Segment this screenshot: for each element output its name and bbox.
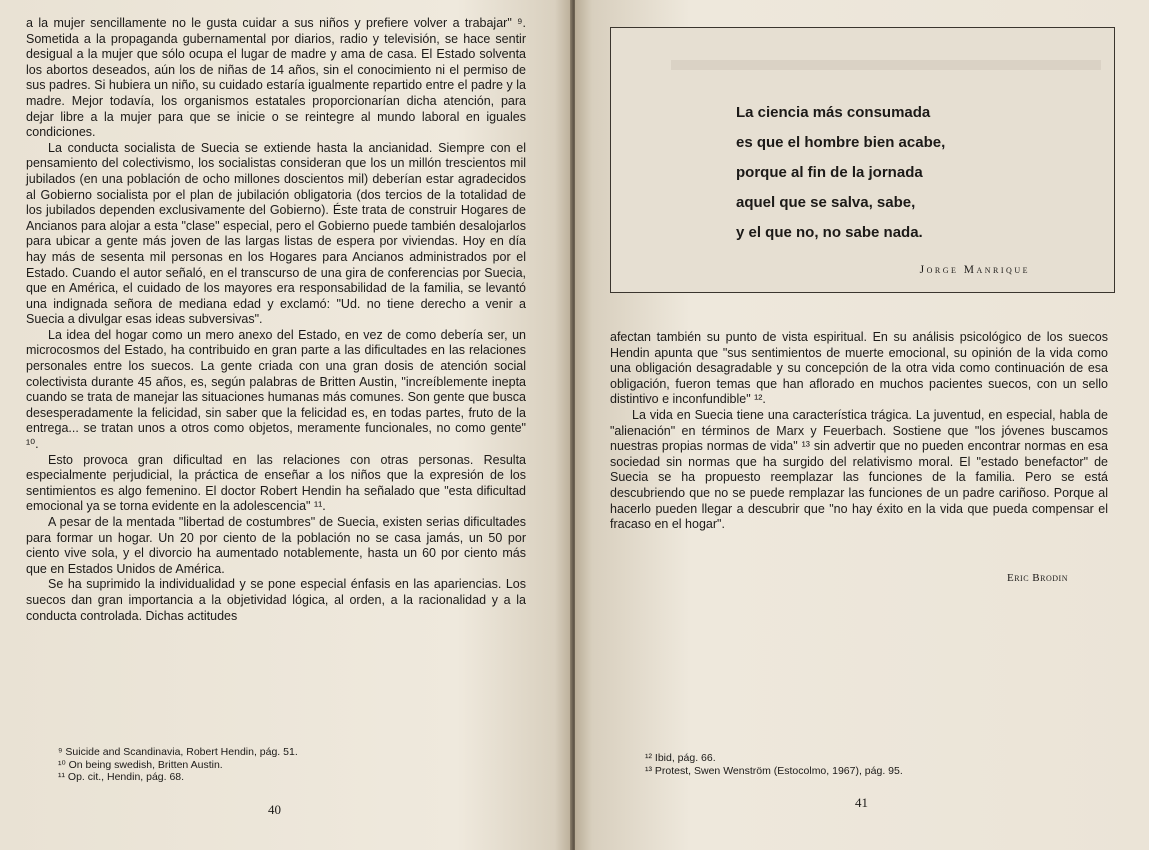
show-through-shadow: [671, 60, 1101, 70]
right-page-body: [610, 330, 1108, 533]
right-page: [575, 0, 1149, 850]
quote-line-2: es que el hombre bien acabe,: [736, 134, 946, 151]
right-paragraph-1: afectan también su punto de vista espiritual. En su análisis psicológico de los suecos Hendin apunta que "sus sentimientos de muerte emocional, su opinión de la vida como una obligación desagradable y su concepción de la otra vida como continuación de esa obligación, fueron temas que han aflorado en muchos pacientes suecos, con un sello distintivo e inconfundible" ¹².: [610, 330, 1108, 407]
right-footnotes: [645, 752, 903, 777]
footnote-10: ¹⁰ On being swedish, Britten Austin.: [58, 758, 223, 771]
left-page: [0, 0, 572, 850]
left-paragraph-6: Se ha suprimido la individualidad y se pone especial énfasis en las apariencias. Los suecos dan gran importancia a la objetividad lógica, al orden, a la racionalidad y a la conducta controlada. Dichas actitudes: [26, 577, 526, 623]
right-page-number: 41: [855, 795, 868, 810]
left-page-number: 40: [268, 802, 281, 817]
quote-verse: [736, 98, 945, 248]
footnote-9: ⁹ Suicide and Scandinavia, Robert Hendin, pág. 51.: [58, 746, 298, 758]
quote-line-4: aquel que se salva, sabe,: [736, 194, 916, 211]
left-paragraph-4: Esto provoca gran dificultad en las relaciones con otras personas. Resulta especialmente perjudicial, la práctica de enseñar a los niños que la expresión de los sentimientos es algo femenino. El doctor Robert Hendin ha señalado que "esta dificultad emocional ya se torna evidente en la adolescencia" ¹¹.: [26, 452, 526, 514]
quote-line-3: porque al fin de la jornada: [736, 164, 923, 181]
quote-line-5: y el que no, no sabe nada.: [736, 224, 923, 241]
left-paragraph-5: A pesar de la mentada "libertad de costumbres" de Suecia, existen serias dificultades para formar un hogar. Un 20 por ciento de la población no se casa jamás, un 50 por ciento vive sola, y el divorcio ha aumentado notablemente, hasta un 60 por ciento más que en Estados Unidos de América.: [26, 515, 526, 576]
quote-author: Jorge Manrique: [919, 264, 1030, 276]
left-footnotes: [58, 746, 298, 784]
quote-box: [610, 27, 1115, 293]
right-paragraph-2: La vida en Suecia tiene una característica trágica. La juventud, en especial, habla de "alienación" en términos de Marx y Feuerbach. Sostiene que "los jóvenes buscamos nuestras propias normas de vida" ¹³ sin advertir que no pueden encontrar normas en esa sociedad sin normas que ha surgido del relativismo moral. El "estado benefactor" de Suecia se ha propuesto reemplazar las funciones de la familia. Pero se está descubriendo que no se puede remplazar las funciones de un padre cariñoso. Porque al hacerlo pueden llegar a descubrir que "no hay éxito en la vida que pueda compensar el fracaso en el hogar".: [610, 407, 1108, 532]
footnote-11: ¹¹ Op. cit., Hendin, pág. 68.: [58, 771, 185, 783]
left-paragraph-2: La conducta socialista de Suecia se extiende hasta la ancianidad. Siempre con el pensamiento del colectivismo, los socialistas consideran que los un millón trescientos mil jubilados (en una población de ocho millones doscientos mil) deberían estar agradecidos al Gobierno socialista por el plan de jubilación obligatoria (dos tercios de la totalidad de los jubilados dependen exclusivamente del Gobierno). Éste trata de construir Hogares de Ancianos para alojar a esta "clase" especial, pero el Gobierno puede también desalojarlos para ubicar a gente más joven de las largas listas de espera por viviendas. Hoy en día hay más de sesenta mil personas en los Hogares para Ancianos administrados por el Estado. Cuando el autor señaló, en el transcurso de una gira de conferencias por Suecia, que en América, el cuidado de los mayores era responsabilidad de la familia, se levantó una indignada señora de mediana edad y exclamó: "Ud. no tiene derecho a venir a Suecia a divulgar esas ideas subversivas".: [26, 140, 526, 327]
author-signature: Eric Brodin: [1007, 572, 1068, 584]
left-page-body: [26, 16, 526, 624]
left-paragraph-1: a la mujer sencillamente no le gusta cuidar a sus niños y prefiere volver a trabajar" ⁹. Sometida a la propaganda gubernamental por diarios, radio y televisión, se hace sentir desigual a la mujer que sólo ocupa el lugar de madre y ama de casa. El Estado solventa los abortos deseados, aún los de niñas de 14 años, sin el conocimiento ni el permiso de sus padres. Si hubiera un niño, su cuidado estaría igualmente repartido entre el padre y la madre. Mejor todavía, los organismos estatales proporcionarían dicha atención, para dejar libre a la mujer para que se inicie o se reintegre al mundo laboral en iguales condiciones.: [26, 16, 526, 140]
footnote-12: ¹² Ibid, pág. 66.: [645, 752, 716, 764]
quote-line-1: La ciencia más consumada: [736, 104, 931, 121]
footnote-13: ¹³ Protest, Swen Wenström (Estocolmo, 1967), pág. 95.: [645, 764, 903, 777]
left-paragraph-3: La idea del hogar como un mero anexo del Estado, en vez de como debería ser, un microcosmos del Estado, ha contribuido en gran parte a las dificultades en las relaciones personales entre los suecos. La gente criada con una gran dosis de atención social colectivista durante 45 años, es, según palabras de Britten Austin, "increíblemente inepta cuando se trata de manejar las situaciones humanas más comunes. Son gente que busca desesperadamente la felicidad, sin saber que la felicidad es, en todas partes, fruto de la entrega... se tratan unos a otros como objetos, meramente funcionales, no como gente" ¹⁰.: [26, 327, 526, 452]
